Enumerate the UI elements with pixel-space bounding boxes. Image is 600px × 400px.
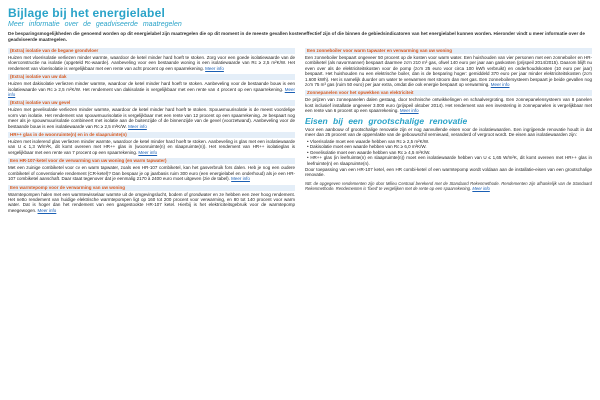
more-info-link[interactable]: Meer info (138, 149, 158, 155)
section-solar-panels (305, 90, 592, 113)
footnote (305, 181, 592, 191)
section-text: Met een zuinige combiketel voor cv en warm tapwater, zoals een HR-107 combiketel, kan het gasverbruik fors dalen. Heb je nog een oudere combiketel of conventionele rendement (CR-ketel)? Dan bespaar je op jaarbasis ruim 300 euro (een energielabel en onderhoud) als je een HR-107 combiketel aanschaft. Daar staat tegenover dat je eenmalig 2170 à 2400 euro moet uitgeven (zie de tabel). (8, 165, 295, 182)
section-heat-pump (8, 185, 295, 214)
more-info-link[interactable]: Meer info (8, 86, 295, 98)
more-info-link[interactable]: Meer info (472, 185, 490, 191)
section-body (305, 55, 592, 87)
section-body (8, 165, 295, 181)
section-title: Een warmtepomp voor de verwarming van uw woning (8, 185, 295, 191)
more-info-link[interactable]: Meer info (399, 108, 419, 114)
section-title: Zonnepanelen voor het opwekken van elektriciteit (305, 90, 592, 96)
section-title: Een HR-107-ketel voor de verwarming van uw woning (en warm tapwater) (8, 158, 295, 164)
renovation-intro: Voor een aanbouw of grootschalige renovatie zijn er nog aanvullende eisen voor de isolatiewaarden. Een ingrijpende renovatie houdt in dat meer dan 25 procent van de oppervlakte van de gebouwschil vernieuwd, veranderd of vergroot wordt. De eisen aan isolatiewaarden zijn: (305, 127, 592, 138)
section-text: Een zonneboiler bespaart ongeveer 50 procent op de kosten voor warm water. Een huishouden van vier personen met een zonneboiler en HR-combiketel (als navormanner) bespaart daarmee zo'n 210 m³ gas, ofwel 140 euro per jaar aan gaskosten (prijspeil 2014/2015). Daarom blijft nu even over als de elektriciteitskosten voor de pomp (zo'n 25 euro voor circa 100 kWh verbruikt) en onderhoudskosten (10 euro per jaar) bespaart. Het huishouden nu een elektrische boiler, dan is de besparing hoger: gemiddeld 370 euro per jaar minder elektriciteitskosten (zo'n 1.600 kWh). Het is namelijk duurder om water te verwarmen met stroom dan met gas. Een zonneboilersysteem bespaart je beide gevallen nog zo'n 75 m³ gas (ruim 50 euro) per jaar extra, omdat die ook energie bespaart op verwarming. (305, 55, 592, 88)
section-roof-insulation (8, 74, 295, 97)
renovation-heading: Eisen bij een grootschalige renovatie (305, 115, 468, 126)
right-column (305, 48, 592, 191)
section-body (8, 81, 295, 97)
section-title: (Extra) isolatie van uw gevel (8, 100, 295, 106)
list-item: • Gevelisolatie moet een waarde hebben van Rc ≥ 4,5 m²K/W. (307, 150, 592, 155)
section-title: HR++ glas in de woonruimte(n) en in de slaapruimte(n) (8, 132, 295, 138)
section-hr-glass (8, 132, 295, 155)
renovation-outro: Door toepassing van een HR-107 ketel, een HR combi-ketel of een warmtepomp wordt voldaan aan de installatie-eisen van een grootschalige renovatie. (305, 166, 592, 178)
page-title: Bijlage bij het energielabel (8, 6, 165, 20)
section-text: Huizen met vloerisolatie verliezen minder warmte, waardoor de ketel minder hard hoeft te stoken. Zorg voor een goede isolatiewaarde van de vloerconstructie na isolatie (opgeteld Rc-waarde). Aanbeveling voor een bestaande woning is een isolatiewaarde van Rc ≥ 2,5 m²K/W. Het rendement van vloerisolatie is vergelijkbaar met een rente van acht procent op een spaarrekening. (8, 55, 295, 71)
section-wall-insulation (8, 100, 295, 129)
more-info-link[interactable]: Meer info (490, 82, 510, 88)
intro-paragraph: De besparingsmogelijkheden die genoemd worden op dit energielabel zijn maatregelen die op dit moment in de meeste gevallen kosteneffectief zijn of die binnen de gebiedsindicatoren van het energielabel kunnen worden. Hieronder vindt u meer informatie over de geadviseerde maatregelen. (8, 31, 585, 42)
renovation-requirements-list (305, 139, 592, 166)
page-header (8, 6, 592, 42)
section-title: (Extra) isolatie van de begane grondvloer (8, 48, 295, 54)
list-item: • Vloerisolatie moet een waarde hebben van Rc ≥ 2,5 m²K/W. (307, 139, 592, 144)
section-text: Huizen met dakisolatie verliezen minder warmte, waardoor de ketel minder hard hoeft te stoken. Aanbeveling voor de bestaande bouw is een isolatiewaarde van Rc ≥ 2,5 m²K/W. Het rendement van dakisolatie is vergelijkbaar met een rente van 4 procent op een spaarrekening. (8, 81, 295, 92)
left-column (8, 48, 295, 216)
section-text: De prijzen van zonnepanelen dalen gestaag, door technische ontwikkelingen en schaalvergroting. Een zonnepanelensysteem van 8 panelen kost inclusief installatie ongeveer 3.000 euro (prijspeil oktober 2014). Het rendement van een investering in zonnepanelen is vergelijkbaar met een rente van 6 procent op een spaarrekening. (305, 97, 592, 114)
section-body (8, 192, 295, 214)
section-text: Warmtepompen halen met een warmtewisselaar warmte uit de omgevingslucht, bodem of grondwater en ze hebben een zeer hoog rendement. Het netto rendement van huidige elektrische warmtepompen ligt op 160 tot 200 procent voor verwarming, en 80 tot 140 procent voor warm water. Dat is hoger dan het rendement van een gasgestookte HR-107 ketel. Hierbij is het elektriciteitsgebruik voor de warmtepomp meegewogen. (8, 191, 295, 213)
list-item: • HR++ glas (in leefruimte(n) en slaapruimte(n)) moet een isolatiewaarde hebben van U ≤ 1,65 W/m²K, dit komt overeen met HR++ glas in leefruimte(n) en slaapruimte(n). (307, 155, 592, 166)
footnote-text: NB: de opgegeven rendementen zijn door Milieu Centraal berekend met de Standaard Rekenmethode. Rendementen zijn afhankelijk van de Standaard Rekenmethode. Rendementen is 'fixed' te vergelijken met de rente op een spaarrekening. (305, 180, 592, 191)
section-hr-boiler (8, 158, 295, 181)
more-info-link[interactable]: Meer info (128, 123, 147, 129)
section-title: Een zonneboiler voor warm tapwater en verwarming van uw woning (305, 48, 592, 54)
section-text: Huizen met isolerend glas verliezen minder warmte, waardoor de ketel minder hard hoeft te stoken. Aanbeveling is glas met een isolatiewaarde van U ≤ 1,3 W/m²K, dit komt overeen met HR++ glas in (woonruimte(n) en slaapruimte(n)). Het rendement van HR++ isolatieglas is vergelijkbaar met een rente van 7 procent op een spaarrekening. (8, 139, 295, 155)
page-subtitle: Meer informatie over de geadviseerde maatregelen (8, 21, 182, 28)
section-title: (Extra) isolatie van uw dak (8, 74, 295, 80)
section-body (305, 97, 592, 113)
section-text: Huizen met gevelisolatie verliezen minder warmte, waardoor de ketel minder hard hoeft te stoken. Spouwmuurisolatie is de meest voordelige vorm van isolatie. Het rendement van spouwmuurisolatie is vergelijkbaar met een rente van 12 procent op een spaarrekening. Je bespaart nog meer als je spouwmuurisolatie combineert met isolatie aan de buitenzijde of de binnenzijde van de gevel (voorzetwand). Aanbeveling voor de bestaande bouw is een isolatiewaarde van Rc ≥ 2,5 m²K/W. (8, 107, 295, 129)
more-info-link[interactable]: Meer info (37, 207, 57, 213)
more-info-link[interactable]: Meer info (231, 176, 250, 182)
list-item: • Dakisolatie moet een waarde hebben van Rc ≥ 6,0 m²K/W. (307, 144, 592, 149)
section-body (8, 55, 295, 71)
section-solar-boiler (305, 48, 592, 87)
more-info-link[interactable]: Meer info (205, 65, 224, 71)
section-floor-insulation (8, 48, 295, 71)
section-body (8, 107, 295, 129)
section-body (8, 139, 295, 155)
